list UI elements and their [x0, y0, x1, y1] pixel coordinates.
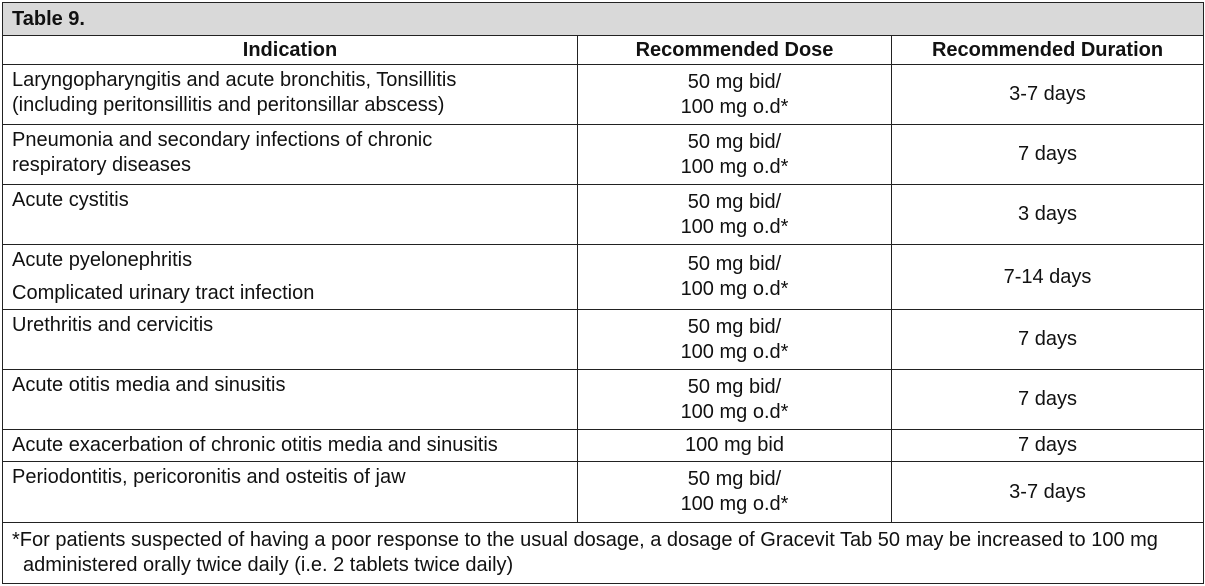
dose-cell: [578, 245, 892, 310]
table-row: [3, 462, 1204, 523]
table-row: [3, 65, 1204, 125]
table-row: [3, 125, 1204, 185]
duration-cell: 7 days: [892, 370, 1204, 430]
dose-line: 100 mg o.d*: [680, 340, 789, 363]
dose-line: 50 mg bid/: [687, 190, 782, 213]
header-indication: Indication: [3, 36, 578, 65]
indication-line: Pneumonia and secondary infections of chronic: [12, 129, 433, 151]
indication-line: respiratory diseases: [12, 154, 191, 176]
dose-cell: [578, 185, 892, 245]
dose-cell: [578, 462, 892, 523]
table-title: Table 9.: [3, 3, 1204, 36]
table-row: [3, 245, 1204, 310]
indication-cell: [3, 310, 578, 370]
indication-line: (including peritonsillitis and peritonsillar abscess): [12, 94, 445, 116]
footnote: *For patients suspected of having a poor response to the usual dosage, a dosage of Gracevit Tab 50 may be increased to 100 mg administered orally twice daily (i.e. 2 tablets twice daily): [12, 529, 1158, 576]
dose-cell: [578, 65, 892, 125]
table-row: [3, 185, 1204, 245]
indication-cell: [3, 245, 578, 310]
footnote-cell: [3, 523, 1204, 584]
dose-line: 100 mg o.d*: [680, 215, 789, 238]
indication-cell: [3, 185, 578, 245]
dose-line: 100 mg o.d*: [680, 278, 789, 300]
duration-cell: 7-14 days: [892, 245, 1204, 310]
dose-line: 50 mg bid/: [687, 468, 782, 490]
dose-line: 50 mg bid/: [687, 375, 782, 398]
header-row: [3, 36, 1204, 65]
indication-line: Acute exacerbation of chronic otitis media and sinusitis: [12, 434, 498, 456]
indication-line: Laryngopharyngitis and acute bronchitis, Tonsillitis: [12, 69, 457, 91]
dose-line: 50 mg bid/: [687, 315, 782, 338]
duration-cell: 3 days: [892, 185, 1204, 245]
dose-line: 100 mg bid: [685, 434, 784, 456]
duration-cell: 7 days: [892, 125, 1204, 185]
table-row: [3, 370, 1204, 430]
header-recommended-dose: Recommended Dose: [578, 36, 892, 65]
dose-cell: [578, 310, 892, 370]
dose-line: 50 mg bid/: [687, 253, 782, 275]
dose-line: 50 mg bid/: [687, 130, 782, 153]
indication-line: Acute otitis media and sinusitis: [12, 374, 286, 396]
footnote-row: [3, 523, 1204, 584]
dose-line: 100 mg o.d*: [680, 155, 789, 178]
duration-cell: 7 days: [892, 310, 1204, 370]
indication-cell: [3, 65, 578, 125]
duration-cell: 3-7 days: [892, 462, 1204, 523]
table-title-row: [3, 3, 1204, 36]
dose-line: 100 mg o.d*: [680, 95, 789, 118]
table-row: [3, 430, 1204, 462]
dose-line: 50 mg bid/: [687, 70, 782, 93]
dose-cell: [578, 370, 892, 430]
indication-cell: [3, 125, 578, 185]
duration-cell: 3-7 days: [892, 65, 1204, 125]
indication-line: Acute cystitis: [12, 189, 129, 211]
indication-cell: [3, 370, 578, 430]
indication-line: Acute pyelonephritis: [12, 249, 193, 271]
header-recommended-duration: Recommended Duration: [892, 36, 1204, 65]
dosage-table: [2, 2, 1204, 584]
indication-cell: [3, 462, 578, 523]
indication-line: Urethritis and cervicitis: [12, 314, 214, 336]
dose-line: 100 mg o.d*: [680, 400, 789, 423]
dose-line: 100 mg o.d*: [680, 493, 789, 515]
indication-cell: [3, 430, 578, 462]
indication-line: Complicated urinary tract infection: [12, 282, 315, 304]
duration-cell: 7 days: [892, 430, 1204, 462]
dose-cell: [578, 125, 892, 185]
dose-cell: [578, 430, 892, 462]
table-row: [3, 310, 1204, 370]
indication-line: Periodontitis, pericoronitis and osteitis of jaw: [12, 466, 406, 488]
